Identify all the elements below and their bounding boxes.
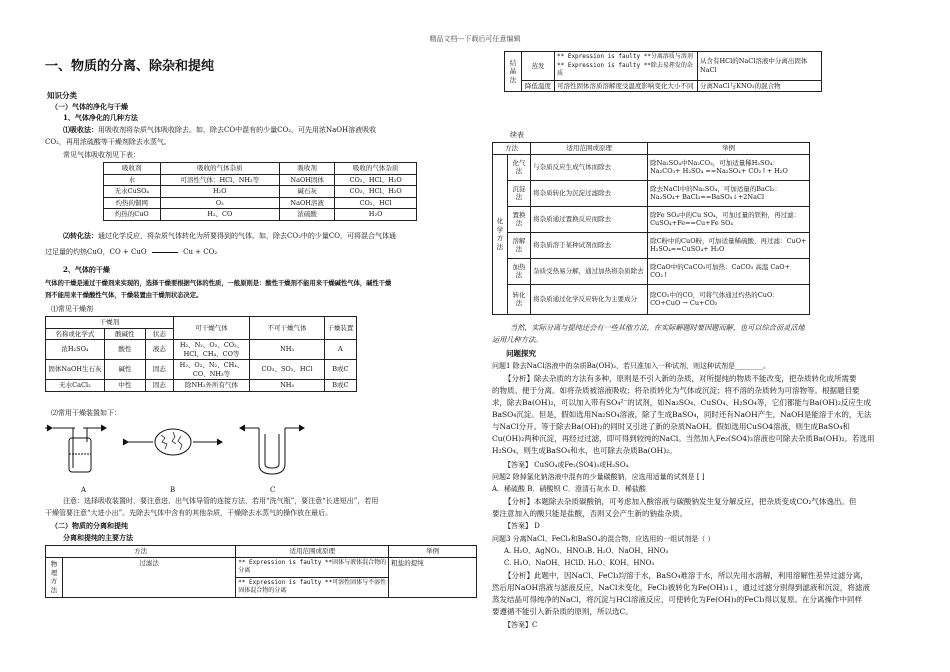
page-header: 精品文档---下载后可任意编辑	[429, 35, 521, 43]
table-row	[493, 284, 810, 314]
table-cell: 除NH₃外所有气体	[173, 380, 250, 392]
table-header-cell: 干燥装置	[324, 317, 356, 340]
absorber-table-caption: 常见气体吸收剂见下表：	[63, 151, 140, 159]
chemical-methods-table	[492, 142, 810, 315]
table-cell: 化气法	[508, 154, 531, 180]
table-header-cell: 适用范围或原理	[236, 546, 389, 558]
table-row	[505, 52, 822, 81]
table-cell: 分离NaCl与KNO₃的混合物	[698, 80, 822, 92]
table-header-cell: 举例	[389, 546, 477, 558]
table-cell: 沉淀法	[508, 180, 531, 206]
table-cell: 粗盐的提纯	[389, 557, 477, 597]
device-caption: ⑵常用干燥装置如下：	[51, 409, 121, 417]
answer-1: 【答案】 CuSO₄或Fe₂(SO4)₃或H₂SO₄	[504, 461, 629, 469]
table-cell: H₂、N₂、O₂、CO₂、HCl、CH₄、CO等	[173, 340, 250, 360]
table-cell: 除C粉中的CuO粉，可加适量稀硫酸，再过滤：CuO+ H₂SO₄==CuSO₄+ H₂O	[648, 232, 810, 258]
question-3-options-cd: C. H₂O、NaOH、HClD. H₂O、KOH、HNO₃	[504, 559, 655, 567]
convert-paragraph-1: ⑵转化法：通过化学反应，将杂质气体转化为所要得到的气体。如，除去CO₂中的少量CO，可将混合气体通	[63, 231, 396, 240]
table-row	[104, 174, 417, 186]
table-row	[493, 180, 810, 206]
table-cell: 无水CuSO₄	[104, 186, 161, 198]
table-header-cell: 名称或化学式	[46, 328, 105, 340]
answer-3: 【答案】C	[504, 621, 538, 629]
table-cell: 溶解法	[508, 232, 531, 258]
table-row	[104, 186, 417, 198]
table-header-cell: 吸收剂	[104, 163, 161, 175]
table-cell: CO₂、HCl、H₂O	[335, 174, 417, 186]
table-cell: 碱性	[104, 360, 145, 380]
table-cell: O₂	[160, 197, 280, 209]
table-cell: ** Expression is faulty **可溶性固体与不溶性固体混合物的分离	[236, 577, 389, 597]
table-cell: CO₂、SO₂、HCl	[250, 360, 324, 380]
table-header-cell: 方法	[46, 546, 236, 558]
table-header-cell: 不可干燥气体	[250, 317, 324, 340]
answer-2: 【答案】 D	[504, 522, 540, 530]
table-cell: 灼热的CuO	[104, 209, 161, 221]
drying-paragraph-1: 气体的干燥是通过干燥剂来实现的，选择干燥要根据气体的性质，一般原则是：酸性干燥剂不能用来干燥碱性气体，碱性干燥	[45, 280, 392, 287]
note-line-1: 注意：选择吸收装置时，要注意进、出气体导管的连接方法，若用“洗气瓶”，要注意“长进短出”，若用	[63, 497, 379, 505]
table-cell: B或C	[324, 360, 356, 380]
table-cell: 结晶法	[505, 52, 522, 92]
u-tube-icon	[240, 425, 304, 474]
absorb-paragraph-1: ⑴吸收法：用吸收剂将杂质气体吸收除去。如，除去CO中混有的少量CO₂，可先用浓NaOH溶液吸收	[63, 125, 377, 134]
methods-caption: 分离和提纯的主要方法	[63, 533, 133, 542]
heading-gas-purification: 1、气体净化的几种方法	[63, 113, 138, 122]
table-cell: A	[324, 340, 356, 360]
table-header-cell: 吸收的气体杂质	[335, 163, 417, 175]
table-cell: 除CO₂中的CO，可将气体通过灼热的CuO：CO+CuO → Cu+CO₂	[648, 284, 810, 314]
drying-tube-icon	[123, 429, 222, 455]
explore-heading: 问题探究	[506, 349, 536, 358]
device-label-b: B	[170, 486, 176, 494]
crystallization-table	[504, 51, 822, 92]
summary-line-2: 运用几种方法。	[492, 335, 543, 344]
table-cell: 杂质受热易分解，通过加热将杂质除去	[531, 258, 648, 284]
table-cell: 可溶性气体：HCl、NH₃等	[160, 174, 280, 186]
table-cell: 无水CaCl₂	[46, 380, 105, 392]
table-cell: 固体NaOH生石灰	[46, 360, 105, 380]
table-header-cell: 酸碱性	[104, 328, 145, 340]
answer-3-analysis: 【分析】此题中，因NaCl、FeCl₃均溶于水，BaSO₄难溶于水，所以先用水溶解，利用溶解性差异过滤分离， 然后用NaOH溶液与滤液反应，NaCl未变化，FeCl₃被转化为Fe(OH)₃↓，通过过滤分别得到滤液和沉淀，将滤液 蒸发结晶可得纯净的NaCl，将沉淀与HCl溶液反应，可使转化为Fe(OH)₃的FeCl₃得以复原。在分离操作中同样 要遵循不能引入新杂质的原则，所以选C。	[492, 571, 870, 616]
table-cell: NaOH固体	[280, 174, 335, 186]
table-cell: 将杂质转化为沉淀过滤除去	[531, 180, 648, 206]
reaction-arrow-line	[152, 252, 178, 253]
table-cell: NH₃	[250, 340, 324, 360]
heading-gas-drying: 2、气体的干燥	[63, 265, 110, 274]
question-1: 问题1 除去NaCl溶液中的杂质Ba(OH)₂，若只准加入一种试剂，则这种试剂是________。	[492, 362, 770, 370]
question-3: 问题3 分离NaCl、FeCl₃和BaSO₄的混合物，应选用的一组试剂是（ ）	[492, 535, 715, 543]
table-header-row	[493, 143, 810, 155]
table-cell: H₂、CO	[160, 209, 280, 221]
table-cell: ** Expression is faulty **固体与液体混合物的分离	[236, 557, 389, 577]
dryer-table	[45, 316, 357, 392]
table-cell: 加热法	[508, 258, 531, 284]
table-row	[493, 154, 810, 180]
table-cell: H₂O	[160, 186, 280, 198]
table-row	[493, 232, 810, 258]
table-cell: CO₂、HCl、H₂O	[335, 186, 417, 198]
table-cell: CO₂、HCl	[335, 197, 417, 209]
table-cell: 转化法	[508, 284, 531, 314]
table-cell: 置换法	[508, 206, 531, 232]
table-cell: NH₃	[250, 380, 324, 392]
table-row	[493, 258, 810, 284]
table-cell: 将杂质通过置换反应而除去	[531, 206, 648, 232]
table-row	[104, 209, 417, 221]
absorb-paragraph-2: CO₂，再用浓硫酸等干燥剂除去水蒸气。	[45, 138, 171, 146]
table-cell: 浓H₂SO₄	[46, 340, 105, 360]
convert-paragraph-2: 过足量的灼热CuO，CO + CuO Cu + CO₂	[45, 248, 218, 256]
table-row	[104, 197, 417, 209]
table-cell: 将杂质溶于某种试剂而除去	[531, 232, 648, 258]
table-cell: 除CaO中的CaCO₃可加热：CaCO₃ 高温 CaO+ CO₂↑	[648, 258, 810, 284]
table-cell: ** Expression is faulty **分离溶质与溶剂 ** Expression is faulty **除去易挥发的杂质	[555, 52, 698, 81]
table-cell: 除Na₂SO₄中Na₂CO₃，可加适量稀H₂SO₄：Na₂CO₃+ H₂SO₄ ==Na₂SO₄+ CO₂↑+ H₂O	[648, 154, 810, 180]
knowledge-heading: 知识分类	[47, 91, 77, 100]
gas-washing-bottle-icon	[45, 425, 106, 472]
table-header-row	[104, 163, 417, 175]
table-header-cell: 吸收剂	[280, 163, 335, 175]
device-label-c: C	[270, 486, 276, 494]
table-row	[505, 80, 822, 92]
table-cell: 水	[104, 174, 161, 186]
drying-paragraph-2: 剂不能用来干燥酸性气体，干燥装置由干燥剂状态决定。	[45, 292, 203, 299]
table-cell: 化学方法	[493, 154, 508, 314]
table-row	[46, 557, 477, 577]
absorber-table	[103, 162, 417, 221]
table-cell: 从含有HCl的NaCl溶液中分离出固体NaCl	[698, 52, 822, 81]
table-cell: H₂O	[335, 209, 417, 221]
summary-line-1: 当然，实际分离与提纯还会有一些其他方法，在实际解题时要因题而解，也可以综合而灵活地	[510, 323, 805, 332]
table-header-cell: 方法	[493, 143, 531, 155]
table-cell: 除去NaCl中的Na₂SO₄，可加适量的BaCl₂：Na₂SO₄+ BaCl₂==BaSO₄↓+2NaCl	[648, 180, 810, 206]
device-label-a: A	[81, 486, 87, 494]
table-cell: NaOH溶液	[280, 197, 335, 209]
methods-table	[45, 545, 477, 598]
question-2-options: A．稀硫酸 B．硝酸钡 C．澄清石灰水 D．稀盐酸	[492, 485, 646, 493]
table-row	[46, 360, 357, 380]
answer-2-analysis: 【分析】本题除去杂质碳酸钠，可考虑加入酸溶液与碳酸钠发生复分解反应，把杂质变成CO₂气体逸出。但 要注意加入的酸只能是盐酸，否则又会产生新的钠盐杂质。	[492, 497, 857, 518]
table-cell: H₂、O₂、N₂、CH₄、CO、NH₃等	[173, 360, 250, 380]
table-cell: 液态	[145, 340, 173, 360]
table-cell: 与杂质反应生成气体而除去	[531, 154, 648, 180]
table-cell: 降低温度	[522, 80, 555, 92]
drying-apparatus-figure	[45, 420, 315, 482]
table-row	[493, 206, 810, 232]
table-cell: 中性	[104, 380, 145, 392]
section-title: 一、物质的分离、除杂和提纯	[45, 59, 215, 74]
table-header-cell: 干燥剂	[46, 317, 174, 329]
table-cell: 过滤法	[63, 557, 236, 597]
table-cell: 碱石灰	[280, 186, 335, 198]
subsection-heading-gas: （一）气体的净化与干燥	[51, 102, 128, 111]
continued-label: 续表	[510, 131, 524, 139]
table-header-cell: 举例	[648, 143, 810, 155]
table-cell: 浓硫酸	[280, 209, 335, 221]
question-3-options-ab: A. H₂O、AgNO₃、HNO₃B. H₂O、NaOH、HNO₃	[504, 547, 669, 555]
note-line-2: 干燥管要注意“大进小出”。先除去气体中含有的其他杂质，干燥除去水蒸气的操作放在最后。	[45, 509, 333, 517]
table-cell: 将杂质通过化学反应转化为主要成分	[531, 284, 648, 314]
subsection-heading-separation: （二）物质的分离和提纯	[51, 521, 128, 530]
table-row	[46, 340, 357, 360]
table-cell: 灼热的铜网	[104, 197, 161, 209]
table-cell: 物理方法	[46, 557, 63, 597]
table-header-cell: 可干燥气体	[173, 317, 250, 340]
table-cell: 酸性	[104, 340, 145, 360]
table-header-cell: 状态	[145, 328, 173, 340]
table-cell: 可溶性固体溶质溶解度受温度影响变化大小不同	[555, 80, 698, 92]
table-header-row	[46, 546, 477, 558]
table-cell: 除Fe SO₄中的Cu SO₄，可加过量的铁粉，再过滤：CuSO₄+Fe==Cu+Fe SO₄	[648, 206, 810, 232]
table-cell: 固态	[145, 380, 173, 392]
table-header-row	[46, 317, 357, 329]
table-cell: 蒸发	[522, 52, 555, 81]
question-2: 问题2 除掉氯化钠溶液中混有的少量碳酸钠，应选用适量的试剂是 [ ]	[492, 473, 705, 481]
answer-1-analysis: 【分析】除去杂质的方法有多种，原则是不引入新的杂质，对所提纯的物质不能改变，把杂质转化成所需要 的物质。便于分离。如将杂质被溶液吸收；将杂质转化为气体或沉淀；将不溶的杂质转为可溶物等。根据题目要 求，除去Ba(OH)₂，可以加入带有SO₄²⁻的试剂，如Na₂SO₄、CuSO₄、H₂SO₄等，它们都能与Ba(OH)₂反应生成 BaSO₄沉淀。但是，假如选用Na₂SO₄溶液，除了生成BaSO₄，同时还有NaOH产生，NaOH是能溶于水的，无法 与NaCl分开。等于除去Ba(OH)₂的同时又引进了新的杂质NaOH。假如选用CuSO4溶液，则生成BaSO₄和 Cu(OH)₂两种沉淀，再经过过滤，即可得到较纯的NaCl。当然加入Fe₂(SO4)₃溶液也可除去杂质Ba(OH)₂。若选用 H₂SO₄，则生成BaSO₄和水，也可除去杂质Ba(OH)₂。	[492, 374, 875, 455]
table-cell: 固态	[145, 360, 173, 380]
table-row	[46, 380, 357, 392]
table-header-cell: 适用范围或原理	[531, 143, 648, 155]
dryer-table-caption: ⑴常见干燥剂	[51, 305, 93, 313]
table-cell: B或C	[324, 380, 356, 392]
table-header-cell: 吸收的气体杂质	[160, 163, 280, 175]
